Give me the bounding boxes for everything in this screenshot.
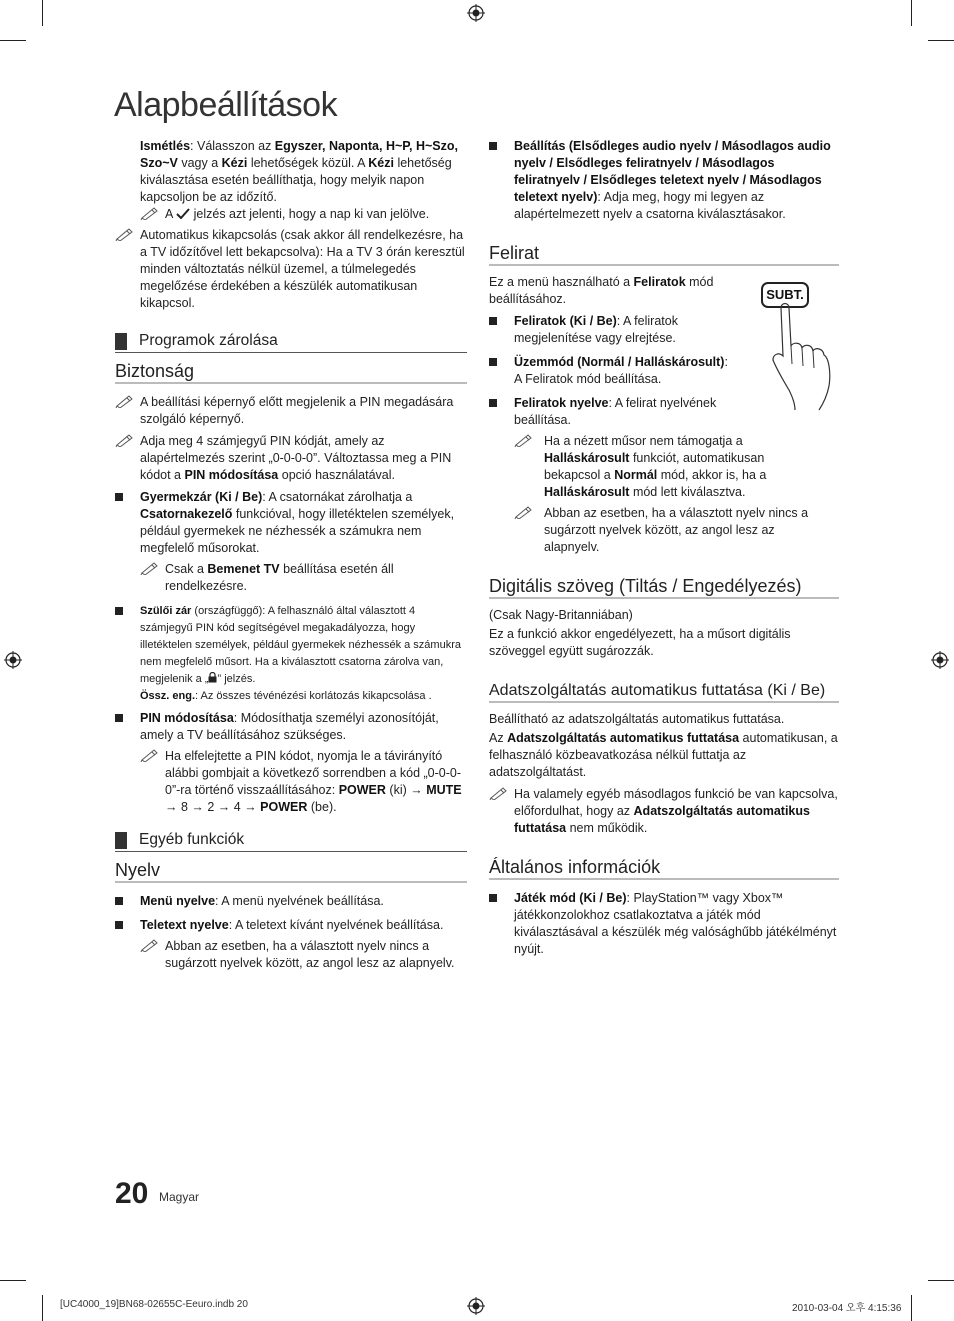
felirat-heading: Felirat	[489, 245, 839, 266]
digitalis-p1: (Csak Nagy-Britanniában)	[489, 608, 633, 622]
nyelv-heading: Nyelv	[115, 862, 467, 883]
page-title: Alapbeállítások	[114, 86, 338, 124]
bullet-square-icon	[489, 399, 497, 407]
bullet-square-icon	[115, 921, 123, 929]
note-pencil-icon	[140, 206, 160, 220]
digitalis-p2: Ez a funkció akkor engedélyezett, ha a műsort digitális szöveggel együtt sugározzák.	[489, 627, 791, 658]
registration-mark-icon	[4, 651, 22, 669]
pin-reset-note: Ha elfelejtette a PIN kódot, nyomja le a távirányító alábbi gombjait a következő sorrendben a kód „0-0-0-0”-ra történő visszaállításához: POWER (ki) → MUTE → 8 → 2 → 4 → POWER (be).	[140, 748, 467, 816]
check-note: A jelzés azt jelenti, hogy a nap ki van jelölve.	[140, 206, 467, 223]
bullet-square-icon	[115, 493, 123, 501]
bullet-square-icon	[115, 607, 123, 615]
egyeb-funkciok-heading: Egyéb funkciók	[115, 831, 467, 852]
note-pencil-icon	[115, 394, 135, 408]
szuloi-zar-item: Szülői zár (országfüggő): A felhasználó által választott 4 számjegyű PIN kód segítségével megakadályozza, hogy illetéktelen személyek, például gyermekek nézhessék a számukra nem megfelelő műsort. Ha a kiválasztott csatorna zárolva van, megjelenik a „ ” jelzés. Össz. eng.: Az összes tévénézési korlátozás kikapcsolása .	[115, 603, 467, 705]
gyermekzar-note: Csak a Bemenet TV beállítása esetén áll rendelkezésre.	[140, 561, 467, 595]
left-column	[115, 138, 467, 972]
note-pencil-icon	[489, 786, 509, 800]
bullet-square-icon	[489, 317, 497, 325]
hallaskarosult-note: Ha a nézett műsor nem támogatja a Halláskárosult funkciót, automatikusan bekapcsol a Normál mód, akkor is, ha a Halláskárosult mód lett kiválasztva.	[514, 433, 819, 501]
adatszolgaltatas-heading: Adatszolgáltatás automatikus futtatása (Ki / Be)	[489, 682, 839, 703]
pin-default-note: Adja meg 4 számjegyű PIN kódját, amely az alapértelmezés szerint „0-0-0-0”. Változtassa meg a PIN kódot a PIN módosítása opció használatával.	[115, 433, 467, 484]
adatszolgaltatas-note: Ha valamely egyéb másodlagos funkció be van kapcsolva, előfordulhat, hogy az Adatszolgáltatás automatikus futtatása nem működik.	[489, 786, 839, 837]
ismetles-paragraph: Ismétlés: Válasszon az Egyszer, Naponta, H~P, H~Szo, Szo~V vagy a Kézi lehetőségek közül. A Kézi lehetőség kiválasztása esetén beállíthatja, hogy melyik napon kapcsoljon be az időzítő.	[140, 139, 458, 204]
page-number: 20	[115, 1177, 149, 1210]
feliratok-item: Feliratok (Ki / Be): A feliratok megjelenítése vagy elrejtése.	[489, 313, 734, 347]
registration-mark-icon	[931, 651, 949, 669]
footer-date: 2010-03-04 오후 4:15:36	[792, 1303, 902, 1314]
right-column	[489, 138, 839, 958]
programok-zarolasa-heading: Programok zárolása	[115, 332, 467, 353]
bullet-square-icon	[115, 714, 123, 722]
uzemmod-item: Üzemmód (Normál / Halláskárosult): A Feliratok mód beállítása.	[489, 354, 734, 388]
subt-button: SUBT.	[761, 282, 809, 308]
auto-off-note: Automatikus kikapcsolás (csak akkor áll rendelkezésre, ha a TV időzítővel lett bekapcsolva): Ha a TV 3 órán keresztül minden változtatás nélkül üzemel, a túlmelegedés megelőzése érdekében a készülék automatikusan kikapcsol.	[115, 227, 467, 312]
felirat-nyelv-note: Abban az esetben, ha a választott nyelv nincs a sugárzott nyelvek között, az angol lesz az alapnyelv.	[514, 505, 819, 556]
digitalis-szoveg-heading: Digitális szöveg (Tiltás / Engedélyezés)	[489, 578, 839, 599]
teletext-nyelve-item: Teletext nyelve: A teletext kívánt nyelvének beállítása.	[115, 917, 467, 934]
jatek-mod-item: Játék mód (Ki / Be): PlayStation™ vagy Xbox™ játékkonzolokhoz csatlakoztatva a játék mód kiválasztásával a készülék még valósághűbb játékélményt nyújt.	[489, 890, 839, 958]
note-pencil-icon	[140, 561, 160, 575]
note-pencil-icon	[115, 433, 135, 447]
registration-mark-icon	[467, 4, 485, 22]
checkmark-icon	[176, 208, 190, 219]
biztonsag-heading: Biztonság	[115, 363, 467, 384]
subt-hand-illustration	[759, 282, 841, 412]
note-pencil-icon	[514, 433, 534, 447]
note-pencil-icon	[140, 748, 160, 762]
pin-screen-note: A beállítási képernyő előtt megjelenik a PIN megadására szolgáló képernyő.	[115, 394, 467, 428]
beallitas-item: Beállítás (Elsődleges audio nyelv / Másodlagos audio nyelv / Elsődleges feliratnyelv / Másodlagos feliratnyelv / Elsődleges teletext nyelv / Másodlagos teletext nyelv): Adja meg, hogy mi legyen az alapértelmezett nyelv a csatorna kiválasztásakor.	[489, 138, 839, 223]
bullet-square-icon	[489, 142, 497, 150]
bullet-square-icon	[115, 897, 123, 905]
bullet-square-icon	[489, 358, 497, 366]
note-pencil-icon	[115, 227, 135, 241]
adatszolgaltatas-p2: Az Adatszolgáltatás automatikus futtatása automatikusan, a felhasználó közbeavatkozása nélkül futtatja az adatszolgáltatást.	[489, 731, 838, 779]
altalanos-informaciok-heading: Általános információk	[489, 859, 839, 880]
page-language: Magyar	[159, 1190, 200, 1204]
felirat-section	[489, 274, 839, 556]
pointing-hand-icon	[769, 298, 841, 412]
adatszolgaltatas-p1: Beállítható az adatszolgáltatás automatikus futtatása.	[489, 712, 785, 726]
pin-modositasa-item: PIN módosítása: Módosíthatja személyi azonosítóját, amely a TV beállításához szükséges.	[115, 710, 467, 744]
note-pencil-icon	[514, 505, 534, 519]
feliratok-nyelve-item: Feliratok nyelve: A felirat nyelvének beállítása.	[489, 395, 734, 429]
gyermekzar-item: Gyermekzár (Ki / Be): A csatornákat zárolhatja a Csatornakezelő funkcióval, hogy illetéktelen személyek, például gyermekek ne nézhessék a számukra nem megfelelő műsorokat.	[115, 489, 467, 557]
footer-file-info: [UC4000_19]BN68-02655C-Eeuro.indb 20	[60, 1299, 248, 1310]
nyelv-note: Abban az esetben, ha a választott nyelv nincs a sugárzott nyelvek között, az angol lesz az alapnyelv.	[140, 938, 467, 972]
registration-mark-icon	[467, 1297, 485, 1315]
menu-nyelve-item: Menü nyelve: A menü nyelvének beállítása.	[115, 893, 467, 910]
bullet-square-icon	[489, 894, 497, 902]
felirat-intro: Ez a menü használható a Feliratok mód beállításához.	[489, 275, 714, 306]
note-pencil-icon	[140, 938, 160, 952]
